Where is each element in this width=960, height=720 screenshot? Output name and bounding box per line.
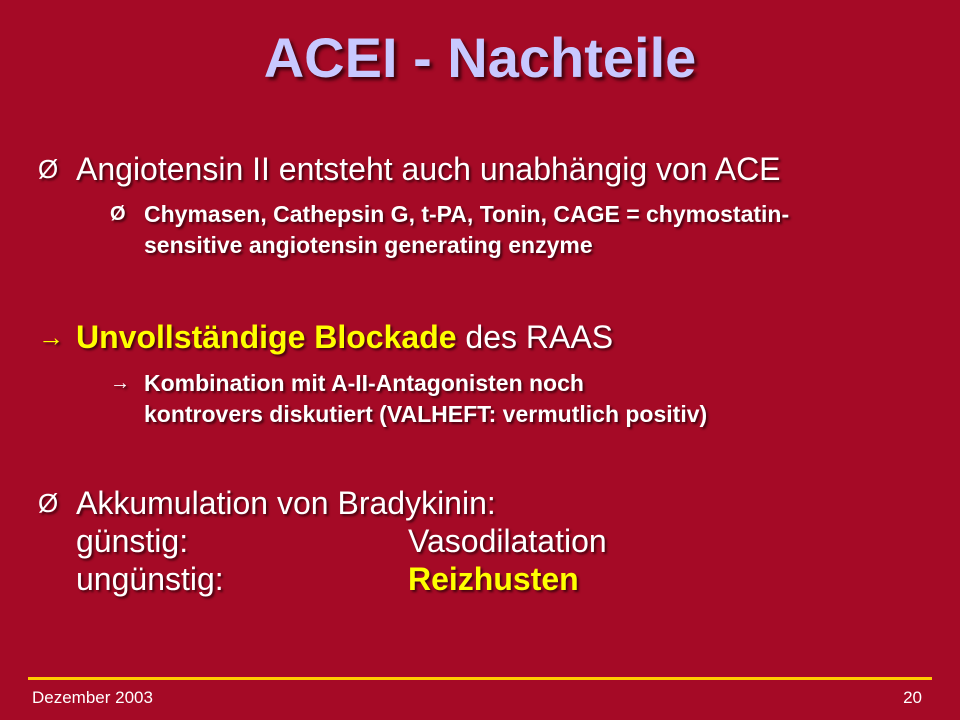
- right-arrow-icon: →: [110, 372, 130, 394]
- row-value-highlight: Reizhusten: [408, 561, 579, 597]
- subbullet-line: sensitive angiotensin generating enzyme: [144, 232, 593, 258]
- bullet-bradykinin: [38, 484, 938, 598]
- subbullet-chymasen: [110, 199, 930, 261]
- subbullet-kombination: [110, 368, 930, 430]
- arrow-bullet-icon: Ø: [38, 154, 59, 184]
- bullet-row-unfavorable: [76, 560, 916, 598]
- bullet-line: Akkumulation von Bradykinin:: [76, 485, 496, 521]
- bullet-text: [76, 484, 916, 598]
- arrow-bullet-icon: Ø: [110, 203, 126, 225]
- slide-title: ACEI - Nachteile: [263, 26, 697, 89]
- subbullet-line: Kombination mit A-II-Antagonisten noch: [144, 370, 584, 396]
- subbullet-line: Chymasen, Cathepsin G, t-PA, Tonin, CAGE = chymostatin-: [144, 201, 790, 227]
- row-label: günstig:: [76, 523, 189, 559]
- bullet-angiotensin: [38, 150, 938, 188]
- bullet-row-favorable: [76, 522, 916, 560]
- highlight-text: Unvollständige Blockade: [76, 319, 457, 355]
- subbullet-text: [144, 368, 924, 430]
- bullet-blockade: [38, 318, 938, 356]
- bullet-text-rest: des RAAS: [456, 319, 614, 355]
- footer-page-number: 20: [903, 688, 922, 707]
- bullet-text: Angiotensin II entsteht auch unabhängig von ACE: [76, 151, 781, 187]
- subbullet-text: [144, 199, 924, 261]
- subbullet-line: kontrovers diskutiert (VALHEFT: vermutlich positiv): [144, 401, 708, 427]
- row-value: Vasodilatation: [408, 523, 607, 559]
- row-label: ungünstig:: [76, 561, 224, 597]
- bullet-text: [76, 318, 916, 356]
- arrow-bullet-icon: Ø: [38, 488, 59, 518]
- right-arrow-icon: →: [38, 322, 64, 352]
- footer-divider: [28, 677, 932, 680]
- footer-date: Dezember 2003: [32, 688, 153, 707]
